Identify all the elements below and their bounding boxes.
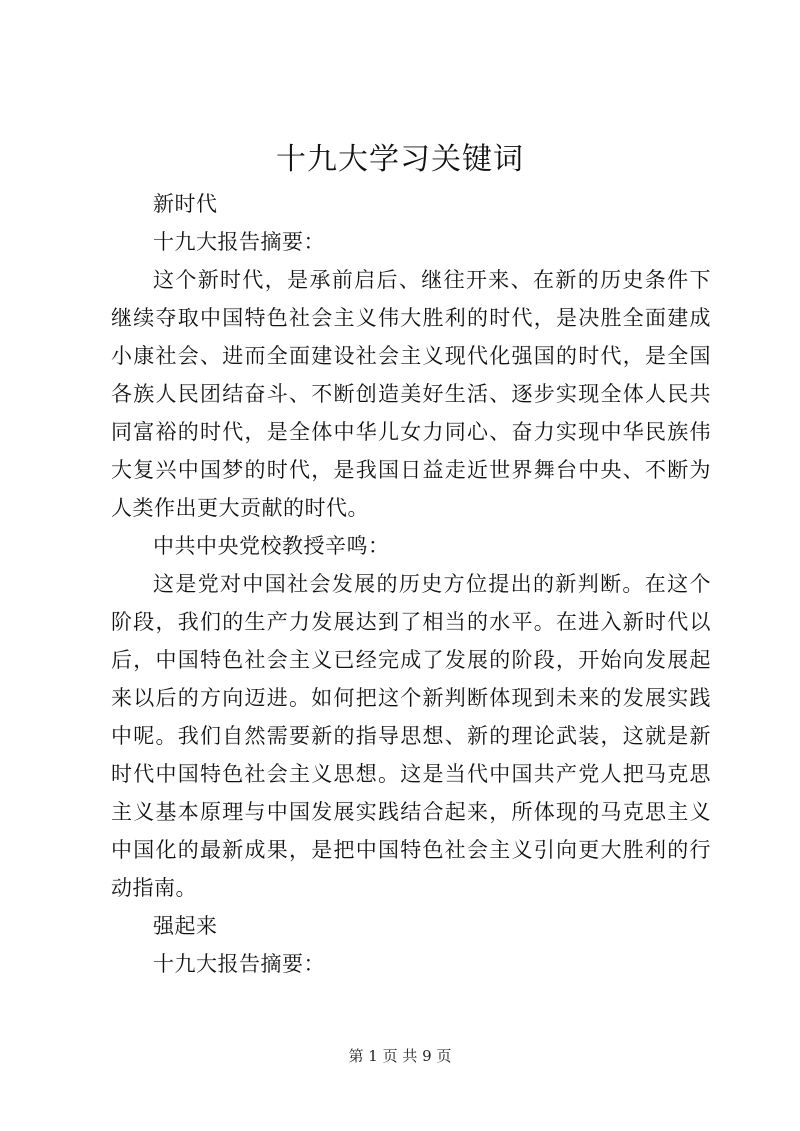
document-title: 十九大学习关键词 — [276, 142, 524, 177]
report-summary-label-2: 十九大报告摘要： — [153, 952, 325, 976]
report-summary-label: 十九大报告摘要： — [153, 230, 325, 254]
report-summary-paragraph: 这个新时代，是承前启后、继往开来、在新的历史条件下继续夺取中国特色社会主义伟大胜利的时代，是决胜全面建成小康社会、进而全面建设社会主义现代化强国的时代，是全国各族人民团结奋斗、不断创造美好生活、逐步实现全体人民共同富裕的时代，是全体中华儿女力同心、奋力实现中华民族伟大复兴中国梦的时代，是我国日益走近世界舞台中央、不断为人类作出更大贡献的时代。 — [111, 268, 711, 520]
section-heading-rise-up: 强起来 — [153, 914, 218, 938]
professor-label: 中共中央党校教授辛鸣： — [153, 534, 390, 558]
professor-commentary-paragraph: 这是党对中国社会发展的历史方位提出的新判断。在这个阶段，我们的生产力发展达到了相当的水平。在进入新时代以后，中国特色社会主义已经完成了发展的阶段，开始向发展起来以后的方向迈进。如何把这个新判断体现到未来的发展实践中呢。我们自然需要新的指导思想、新的理论武装，这就是新时代中国特色社会主义思想。这是当代中国共产党人把马克思主义基本原理与中国发展实践结合起来，所体现的马克思主义中国化的最新成果，是把中国特色社会主义引向更大胜利的行动指南。 — [111, 572, 711, 900]
document-body — [111, 185, 711, 983]
page-number-footer: 第 1 页 共 9 页 — [348, 1047, 452, 1065]
section-heading-new-era: 新时代 — [153, 192, 218, 216]
